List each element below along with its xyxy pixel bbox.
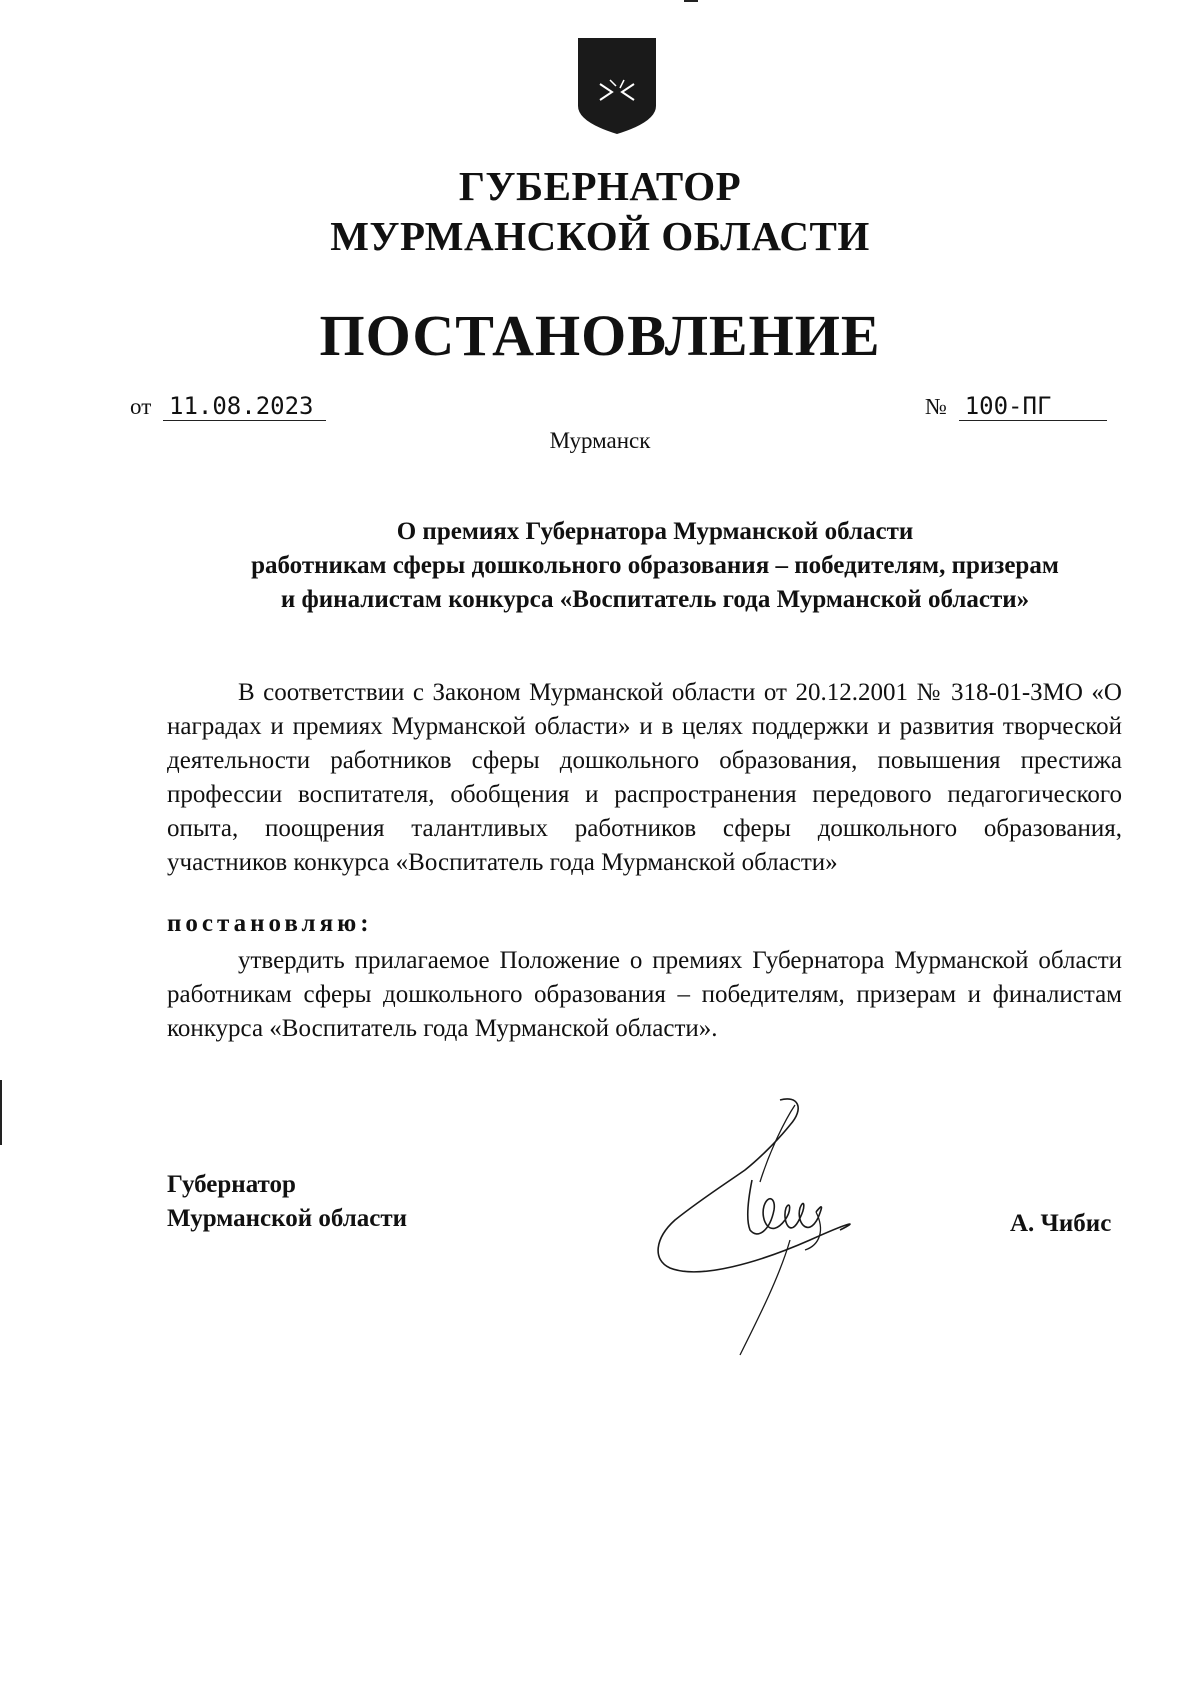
- resolution-keyword: постановляю:: [167, 910, 373, 937]
- coat-of-arms-icon: [576, 36, 658, 136]
- scan-artifact: [0, 1080, 2, 1145]
- subject-line: работникам сферы дошкольного образования – победителям, призерам: [251, 552, 1059, 579]
- number-value: 100-ПГ: [959, 392, 1107, 421]
- org-title-line1: ГУБЕРНАТОР: [458, 163, 742, 209]
- signatory-name: А. Чибис: [1010, 1210, 1112, 1237]
- org-title-line2: МУРМАНСКОЙ ОБЛАСТИ: [330, 213, 870, 259]
- handwritten-signature: [640, 1090, 920, 1370]
- signatory-position-line1: Губернатор: [167, 1171, 296, 1198]
- subject-line: и финалистам конкурса «Воспитатель года Мурманской области»: [280, 586, 1030, 613]
- city: Мурманск: [549, 428, 651, 453]
- preamble-paragraph: В соответствии с Законом Мурманской области от 20.12.2001 № 318-01-ЗМО «О наградах и премиях Мурманской области» и в целях поддержки и развития творческой деятельности работников сферы дошкольного образования, повышения престижа профессии воспитателя, обобщения и распространения передового педагогического опыта, поощрения талантливых работников сферы дошкольного образования, участников конкурса «Воспитатель года Мурманской области»: [167, 679, 1122, 876]
- signatory-position-line2: Мурманской области: [167, 1205, 408, 1232]
- resolution-paragraph: утвердить прилагаемое Положение о премиях Губернатора Мурманской области работникам сферы дошкольного образования – победителям, призерам и финалистам конкурса «Воспитатель года Мурманской области».: [167, 947, 1122, 1042]
- date-prefix: от: [130, 394, 152, 419]
- date-field: [130, 392, 326, 421]
- subject-line: О премиях Губернатора Мурманской области: [396, 518, 914, 545]
- number-field: [925, 392, 1107, 421]
- number-prefix: №: [925, 394, 947, 419]
- signatory-position: [167, 1168, 407, 1236]
- date-value: 11.08.2023: [163, 392, 326, 421]
- scan-artifact: [684, 0, 698, 2]
- document-subject: [170, 515, 1140, 617]
- document-type: ПОСТАНОВЛЕНИЕ: [319, 303, 881, 368]
